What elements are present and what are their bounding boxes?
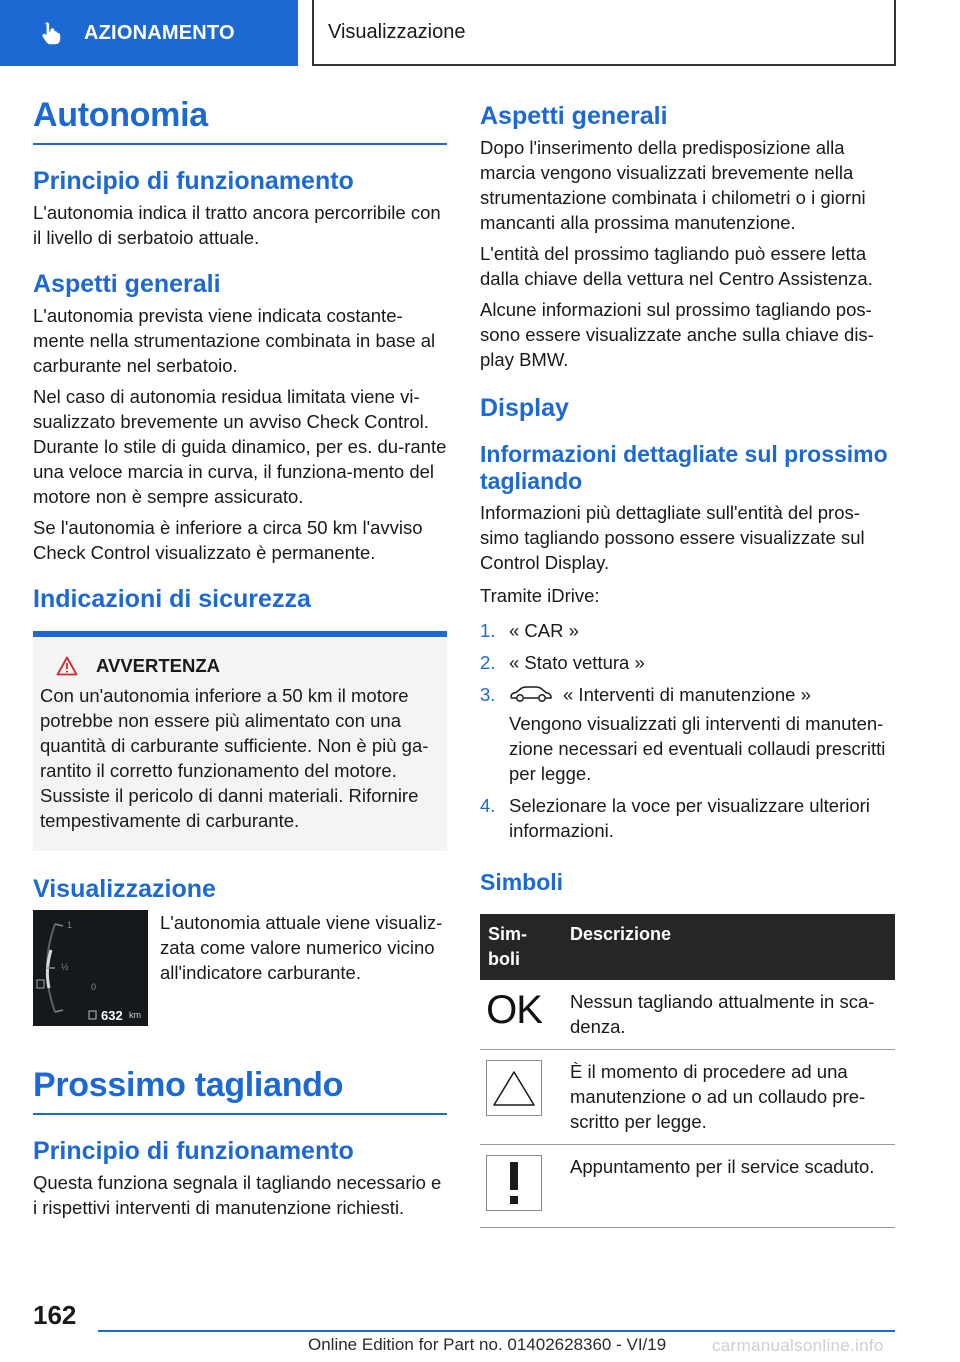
edition-text: Online Edition for Part no. 01402628360 - VI/19	[308, 1335, 667, 1354]
warning-box	[33, 631, 447, 851]
gauge-tick-half: ½	[61, 962, 69, 973]
warning-header	[56, 655, 439, 677]
autonomia-title: Autonomia	[33, 96, 447, 145]
dashboard-fuel-image	[33, 910, 148, 1026]
step-text: Selezionare la voce per visualizzare ulteriori informazioni.	[509, 794, 870, 841]
aspetti-paragraph-1: L'autonomia prevista viene indicata costante-mente nella strumentazione combinata in base al carburante nel serbatoio.	[33, 304, 436, 376]
section-tab	[0, 0, 298, 66]
table-header-symbols: Sim-boli	[480, 914, 562, 980]
symbol-cell	[480, 1050, 562, 1145]
warning-text: Con un'autonomia inferiore a 50 km il motore potrebbe non essere più alimentato con una quantità di carburante sufficiente. Non è più ga-rantito il corretto funzionamento del motore. Sussiste il pericolo di danni materiali. Rifornire tempestivamente di carburante.	[40, 685, 429, 832]
right-column	[480, 96, 895, 1228]
idrive-steps	[480, 618, 895, 843]
idrive-text: Tramite iDrive:	[480, 584, 600, 606]
symbol-cell	[480, 980, 562, 1050]
symbols-table	[480, 914, 895, 1228]
step-item	[480, 793, 895, 843]
sicurezza-title: Indicazioni di sicurezza	[33, 584, 311, 613]
ok-icon: OK	[486, 987, 542, 1032]
visualizzazione-title: Visualizzazione	[33, 875, 216, 904]
info-title: Informazioni dettagliate sul prossimo tagliando	[480, 440, 888, 495]
table-row	[480, 1145, 895, 1228]
section-tab-label: AZIONAMENTO	[84, 21, 235, 44]
simboli-title: Simboli	[480, 868, 564, 895]
fuel-gauge-graphic	[33, 910, 148, 1026]
step-item	[480, 682, 895, 786]
description-cell: Appuntamento per il service scaduto.	[562, 1145, 895, 1228]
range-value: 632	[101, 1008, 123, 1024]
symbol-cell	[480, 1145, 562, 1228]
right-paragraph-1: Dopo l'inserimento della predisposizione alla marcia vengono visualizzati brevemente nella strumentazione combinata i chilometri o i giorni mancanti alla prossima manutenzione.	[480, 136, 866, 233]
aspetti-paragraph-3: Se l'autonomia è inferiore a circa 50 km l'avviso Check Control visualizzato è permanente.	[33, 516, 423, 563]
step-text: « Stato vettura »	[509, 651, 645, 673]
exclamation-icon	[486, 1155, 542, 1211]
right-paragraph-2: L'entità del prossimo tagliando può essere letta dalla chiave della vettura nel Centro Assistenza.	[480, 242, 873, 289]
step-item	[480, 618, 895, 643]
left-column	[33, 96, 447, 1220]
principio-title: Principio di funzionamento	[33, 167, 354, 196]
right-paragraph-3: Alcune informazioni sul prossimo tagliando pos-sono essere visualizzate anche sulla chiave dis-play BMW.	[480, 298, 874, 370]
table-row	[480, 980, 895, 1050]
footer-rule	[98, 1330, 895, 1332]
principio2-title: Principio di funzionamento	[33, 1137, 354, 1166]
prossimo-tagliando-title: Prossimo tagliando	[33, 1066, 447, 1115]
gauge-tick-empty: 0	[91, 982, 97, 993]
table-header-row	[480, 914, 895, 980]
step-number: 1.	[480, 619, 496, 641]
section-subtitle: Visualizzazione	[312, 0, 896, 66]
step-subtext: Vengono visualizzati gli interventi di manuten-zione necessari ed eventuali collaudi prescritti per legge.	[509, 712, 886, 784]
table-row	[480, 1050, 895, 1145]
display-title: Display	[480, 393, 569, 422]
step-number: 3.	[480, 683, 496, 705]
warning-triangle-icon	[56, 656, 78, 676]
table-header-description: Descrizione	[562, 914, 895, 980]
aspetti-right-title: Aspetti generali	[480, 102, 668, 130]
description-cell: È il momento di procedere ad una manutenzione o ad un collaudo pre-scritto per legge.	[562, 1050, 895, 1145]
car-outline-icon	[509, 685, 553, 703]
warning-label: AVVERTENZA	[96, 655, 221, 677]
warning-triangle-icon	[486, 1060, 542, 1116]
step-item	[480, 650, 895, 675]
aspetti-paragraph-2: Nel caso di autonomia residua limitata viene vi-sualizzato brevemente un avviso Check Control. Durante lo stile di guida dinamico, per es. du-rante una veloce marcia in curva, il funziona-mento del motore non è sempre assicurato.	[33, 385, 447, 507]
step-text: « CAR »	[509, 619, 579, 641]
visualizzazione-text: L'autonomia attuale viene visualiz-zata come valore numerico vicino all'indicatore carburante.	[160, 912, 443, 984]
description-cell: Nessun tagliando attualmente in sca-denza.	[562, 980, 895, 1050]
range-unit: km	[129, 1010, 141, 1021]
step-text: « Interventi di manutenzione »	[563, 683, 811, 705]
page-number: 162	[33, 1300, 77, 1330]
info-text: Informazioni più dettagliate sull'entità del pros-simo tagliando possono essere visualizzate sul Control Display.	[480, 501, 865, 573]
visualizzazione-block	[33, 910, 447, 1026]
step-number: 2.	[480, 651, 496, 673]
aspetti-title: Aspetti generali	[33, 269, 221, 298]
principio-text: L'autonomia indica il tratto ancora percorribile con il livello di serbatoio attuale.	[33, 201, 441, 248]
watermark: carmanualsonline.info	[712, 1336, 884, 1355]
principio2-text: Questa funziona segnala il tagliando necessario e i rispettivi interventi di manutenzione richiesti.	[33, 1171, 442, 1218]
step-number: 4.	[480, 794, 496, 816]
gauge-tick-full: 1	[67, 920, 73, 931]
hand-pointer-icon	[38, 20, 64, 46]
